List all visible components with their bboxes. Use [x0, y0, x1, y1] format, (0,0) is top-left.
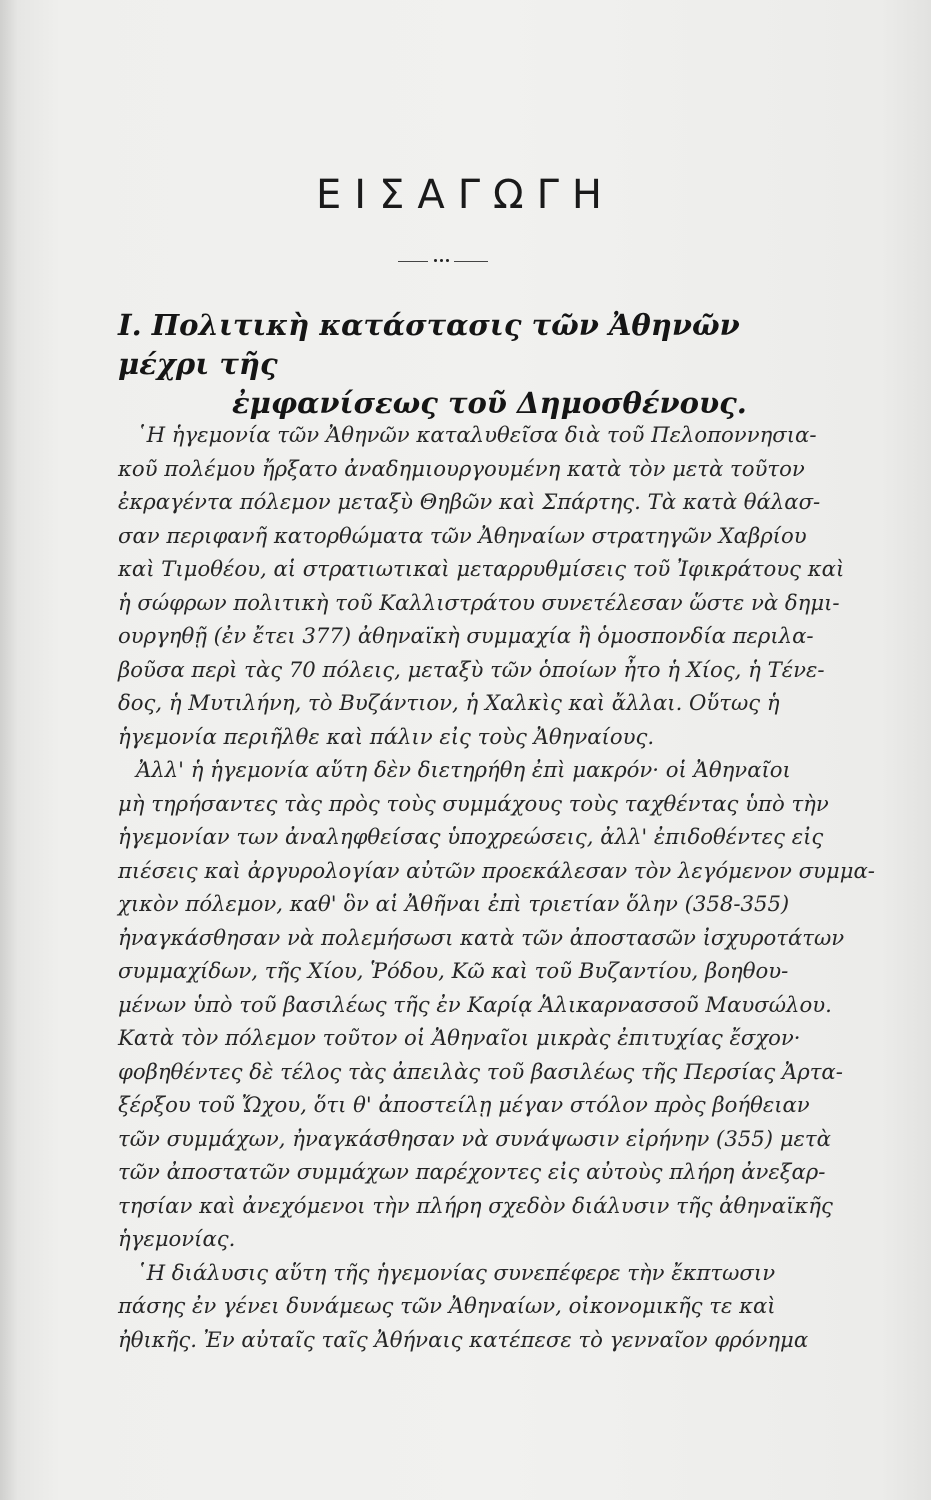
text-line: τησίαν καὶ ἀνεχόμενοι τὴν πλήρη σχεδὸν διάλυσιν τῆς ἀθηναϊκῆς	[118, 1192, 833, 1218]
text-line: ἠθικῆς. Ἐν αὐταῖς ταῖς Ἀθήναις κατέπεσε τὸ γενναῖον φρόνημα	[118, 1326, 809, 1352]
text-line: μὴ τηρήσαντες τὰς πρὸς τοὺς συμμάχους τοὺς ταχθέντας ὑπὸ τὴν	[118, 790, 829, 816]
ornament-dot	[446, 259, 449, 262]
text-line: βοῦσα περὶ τὰς 70 πόλεις, μεταξὺ τῶν ὁποίων ἦτο ἡ Χίος, ἡ Τένε-	[118, 656, 825, 682]
body-text	[118, 418, 875, 1356]
section-heading-line-2: ἐμφανίσεως τοῦ Δημοσθένους.	[232, 386, 747, 420]
text-line: καὶ Τιμοθέου, αἱ στρατιωτικαὶ μεταρρυθμίσεις τοῦ Ἰφικράτους καὶ	[118, 556, 845, 581]
section-heading	[118, 306, 838, 423]
text-line: ἐκραγέντα πόλεμον μεταξὺ Θηβῶν καὶ Σπάρτης. Τὰ κατὰ θάλασ-	[118, 489, 821, 514]
title-ornament	[398, 258, 498, 264]
text-line: πάσης ἐν γένει δυνάμεως τῶν Ἀθηναίων, οἰκονομικῆς τε καὶ	[118, 1293, 776, 1318]
text-line: φοβηθέντες δὲ τέλος τὰς ἀπειλὰς τοῦ βασιλέως τῆς Περσίας Ἀρτα-	[118, 1058, 843, 1084]
text-line: τῶν ἀποστατῶν συμμάχων παρέχοντες εἰς αὐτοὺς πλήρη ἀνεξαρ-	[118, 1159, 826, 1184]
text-line: ἡγεμονίας.	[118, 1226, 236, 1251]
text-line: δος, ἡ Μυτιλήνη, τὸ Βυζάντιον, ἡ Χαλκὶς καὶ ἄλλαι. Οὕτως ἡ	[118, 690, 780, 715]
text-line: Κατὰ τὸν πόλεμον τοῦτον οἱ Ἀθηναῖοι μικρὰς ἐπιτυχίας ἔσχον·	[118, 1025, 801, 1050]
text-line: χικὸν πόλεμον, καθ' ὃν αἱ Ἀθῆναι ἐπὶ τριετίαν ὅλην (358-355)	[118, 891, 790, 916]
text-line: ῾Η διάλυσις αὕτη τῆς ἡγεμονίας συνεπέφερε τὴν ἔκπτωσιν	[136, 1259, 776, 1285]
ornament-dot	[440, 259, 443, 262]
text-line: ἡγεμονίαν των ἀναληφθείσας ὑποχρεώσεις, ἀλλ' ἐπιδοθέντες εἰς	[118, 824, 824, 849]
text-line: ἠναγκάσθησαν νὰ πολεμήσωσι κατὰ τῶν ἀποστασῶν ἰσχυροτάτων	[118, 924, 845, 950]
text-line: μένων ὑπὸ τοῦ βασιλέως τῆς ἐν Καρίᾳ Ἁλικαρνασσοῦ Μαυσώλου.	[118, 991, 832, 1017]
text-line: τῶν συμμάχων, ἠναγκάσθησαν νὰ συνάψωσιν εἰρήνην (355) μετὰ	[118, 1125, 831, 1151]
ornament-dot	[434, 259, 437, 262]
section-heading-line-1: I. Πολιτικὴ κατάστασις τῶν Ἀθηνῶν μέχρι τῆς	[118, 308, 740, 381]
text-line: ἡγεμονία περιῆλθε καὶ πάλιν εἰς τοὺς Ἀθηναίους.	[118, 723, 655, 749]
chapter-title: ΕΙΣΑΓΩΓΗ	[316, 172, 615, 218]
ornament-rule-right	[454, 261, 488, 262]
ornament-rule-left	[398, 261, 428, 262]
text-line: ουργηθῇ (ἐν ἔτει 377) ἀθηναϊκὴ συμμαχία ἢ ὁμοσπονδία περιλα-	[118, 623, 814, 648]
text-line: ἡ σώφρων πολιτικὴ τοῦ Καλλιστράτου συνετέλεσαν ὥστε νὰ δημι-	[118, 589, 840, 615]
text-line: πιέσεις καὶ ἀργυρολογίαν αὐτῶν προεκάλεσαν τὸν λεγόμενον συμμα-	[118, 857, 875, 883]
text-line: ῾Η ἡγεμονία τῶν Ἀθηνῶν καταλυθεῖσα διὰ τοῦ Πελοποννησια-	[136, 422, 817, 447]
text-line: συμμαχίδων, τῆς Χίου, Ῥόδου, Κῶ καὶ τοῦ Βυζαντίου, βοηθου-	[118, 958, 789, 983]
text-line: ξέρξου τοῦ Ὤχου, ὅτι θ' ἀποστείλῃ μέγαν στόλον πρὸς βοήθειαν	[118, 1092, 810, 1117]
text-line: κοῦ πολέμου ἤρξατο ἀναδημιουργουμένη κατὰ τὸν μετὰ τοῦτον	[118, 455, 805, 481]
text-line: Ἀλλ' ἡ ἡγεμονία αὕτη δὲν διετηρήθη ἐπὶ μακρόν· οἱ Ἀθηναῖοι	[136, 757, 791, 782]
text-line: σαν περιφανῆ κατορθώματα τῶν Ἀθηναίων στρατηγῶν Χαβρίου	[118, 522, 807, 548]
